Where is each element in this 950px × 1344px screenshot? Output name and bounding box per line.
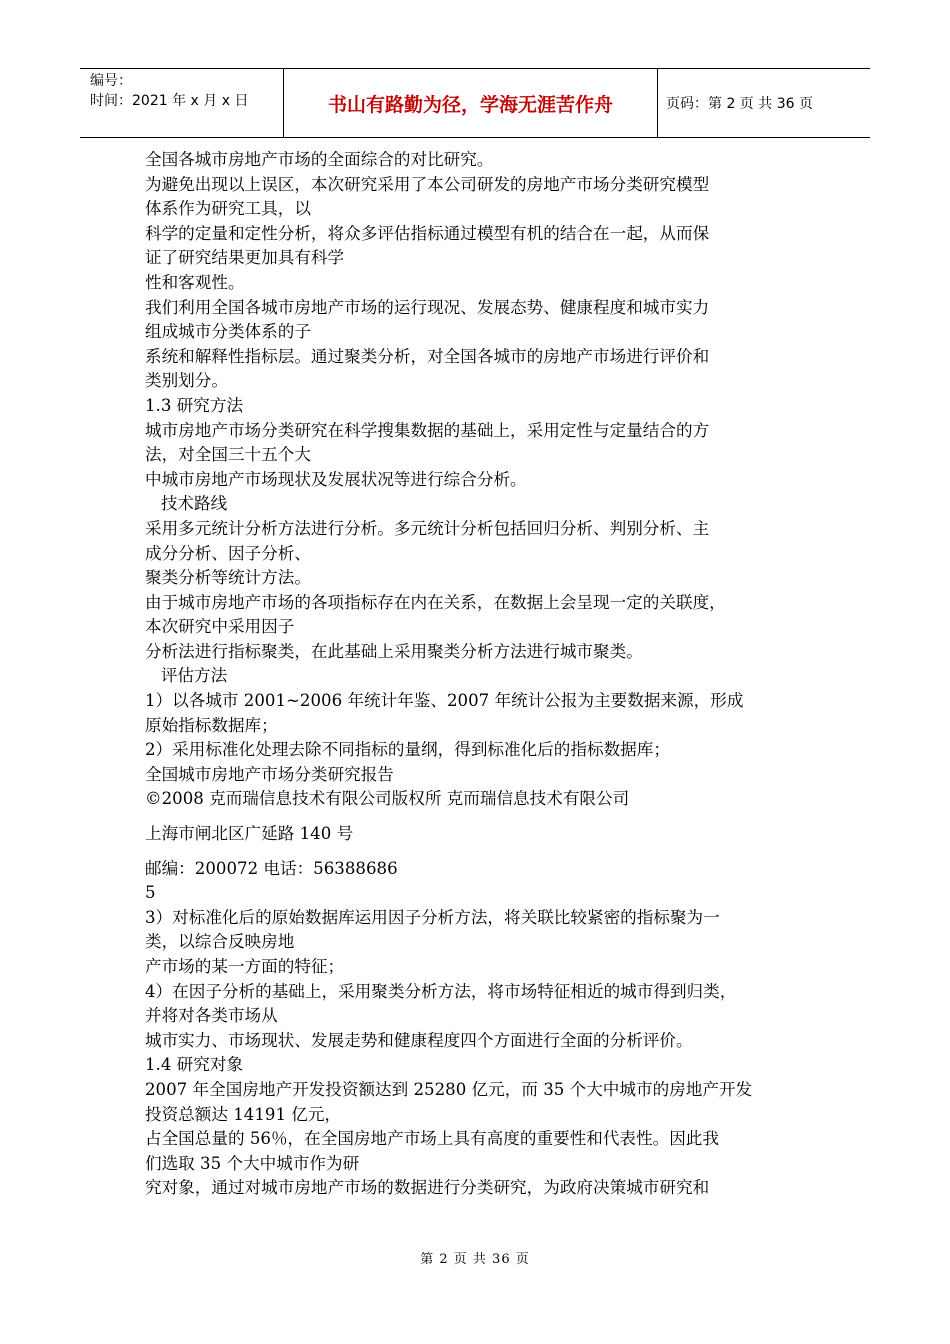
- body-line: 占全国总量的 56％，在全国房地产市场上具有高度的重要性和代表性。因此我: [145, 1129, 719, 1149]
- body-line: 成分分析、因子分析、: [145, 543, 311, 563]
- section-heading: 1.4 研究对象: [145, 1055, 244, 1075]
- address-line: 上海市闸北区广延路 140 号: [145, 824, 354, 844]
- document-body: [145, 148, 825, 1201]
- body-line: 类别划分。: [145, 371, 228, 391]
- body-line: 系统和解释性指标层。通过聚类分析，对全国各城市的房地产市场进行评价和: [145, 346, 710, 366]
- body-line: 聚类分析等统计方法。: [145, 568, 311, 588]
- body-line: 全国各城市房地产市场的全面综合的对比研究。: [145, 150, 494, 169]
- body-line: 2）采用标准化处理去除不同指标的量纲，得到标准化后的指标数据库；: [145, 740, 670, 760]
- body-line: 并将对各类市场从: [145, 1006, 278, 1026]
- page-footer: 第 2 页 共 36 页: [420, 1252, 530, 1267]
- body-line: 组成城市分类体系的子: [145, 322, 311, 342]
- body-line: 城市实力、市场现状、发展走势和健康程度四个方面进行全面的分析评价。: [145, 1030, 693, 1050]
- body-line: 我们利用全国各城市房地产市场的运行现况、发展态势、健康程度和城市实力: [145, 297, 710, 317]
- inline-page-mark: 5: [145, 883, 156, 903]
- body-line: 性和客观性。: [145, 272, 245, 292]
- body-line: 证了研究结果更加具有科学: [145, 248, 345, 268]
- body-line: 科学的定量和定性分析，将众多评估指标通过模型有机的结合在一起，从而保: [145, 223, 710, 243]
- document-number-label: 编号：: [90, 73, 132, 89]
- body-line: 法，对全国三十五个大: [145, 445, 311, 465]
- report-title-line: 全国城市房地产市场分类研究报告: [145, 764, 394, 784]
- body-line: 2007 年全国房地产开发投资额达到 25280 亿元，而 35 个大中城市的房地产开发: [145, 1079, 753, 1099]
- page-header: [80, 68, 870, 138]
- body-line: 由于城市房地产市场的各项指标存在内在关系，在数据上会呈现一定的关联度，: [145, 592, 726, 612]
- body-line: 原始指标数据库；: [145, 715, 278, 735]
- header-motto: 书山有路勤为径，学海无涯苦作舟: [327, 93, 613, 116]
- body-line: 体系作为研究工具，以: [145, 199, 311, 219]
- body-line: 分析法进行指标聚类，在此基础上采用聚类分析方法进行城市聚类。: [145, 641, 643, 661]
- subsection-heading: 技术路线: [145, 494, 228, 514]
- body-line: 们选取 35 个大中城市作为研: [145, 1153, 360, 1173]
- body-line: 本次研究中采用因子: [145, 617, 295, 637]
- body-line: 类，以综合反映房地: [145, 932, 295, 952]
- copyright-line: ©2008 克而瑞信息技术有限公司版权所 克而瑞信息技术有限公司: [145, 789, 630, 809]
- contact-line: 邮编：200072 电话：56388686: [145, 858, 398, 878]
- subsection-heading: 评估方法: [145, 666, 228, 686]
- body-line: 为避免出现以上误区，本次研究采用了本公司研发的房地产市场分类研究模型: [145, 174, 710, 194]
- header-meta: [90, 71, 280, 111]
- header-page-info: 页码：第 2 页 共 36 页: [666, 96, 813, 112]
- body-line: 1）以各城市 2001~2006 年统计年鉴、2007 年统计公报为主要数据来源，形成: [145, 691, 744, 711]
- body-line: 4）在因子分析的基础上，采用聚类分析方法，将市场特征相近的城市得到归类，: [145, 981, 737, 1001]
- body-line: 投资总额达 14191 亿元，: [145, 1104, 342, 1124]
- section-heading: 1.3 研究方法: [145, 395, 244, 415]
- body-line: 城市房地产市场分类研究在科学搜集数据的基础上，采用定性与定量结合的方: [145, 420, 710, 440]
- body-line: 3）对标准化后的原始数据库运用因子分析方法，将关联比较紧密的指标聚为一: [145, 907, 720, 927]
- body-line: 中城市房地产市场现状及发展状况等进行综合分析。: [145, 469, 527, 489]
- body-line: 究对象，通过对城市房地产市场的数据进行分类研究，为政府决策城市研究和: [145, 1178, 710, 1198]
- document-date: 时间：2021 年 x 月 x 日: [90, 93, 249, 109]
- body-line: 采用多元统计分析方法进行分析。多元统计分析包括回归分析、判别分析、主: [145, 518, 710, 538]
- body-line: 产市场的某一方面的特征；: [145, 957, 345, 976]
